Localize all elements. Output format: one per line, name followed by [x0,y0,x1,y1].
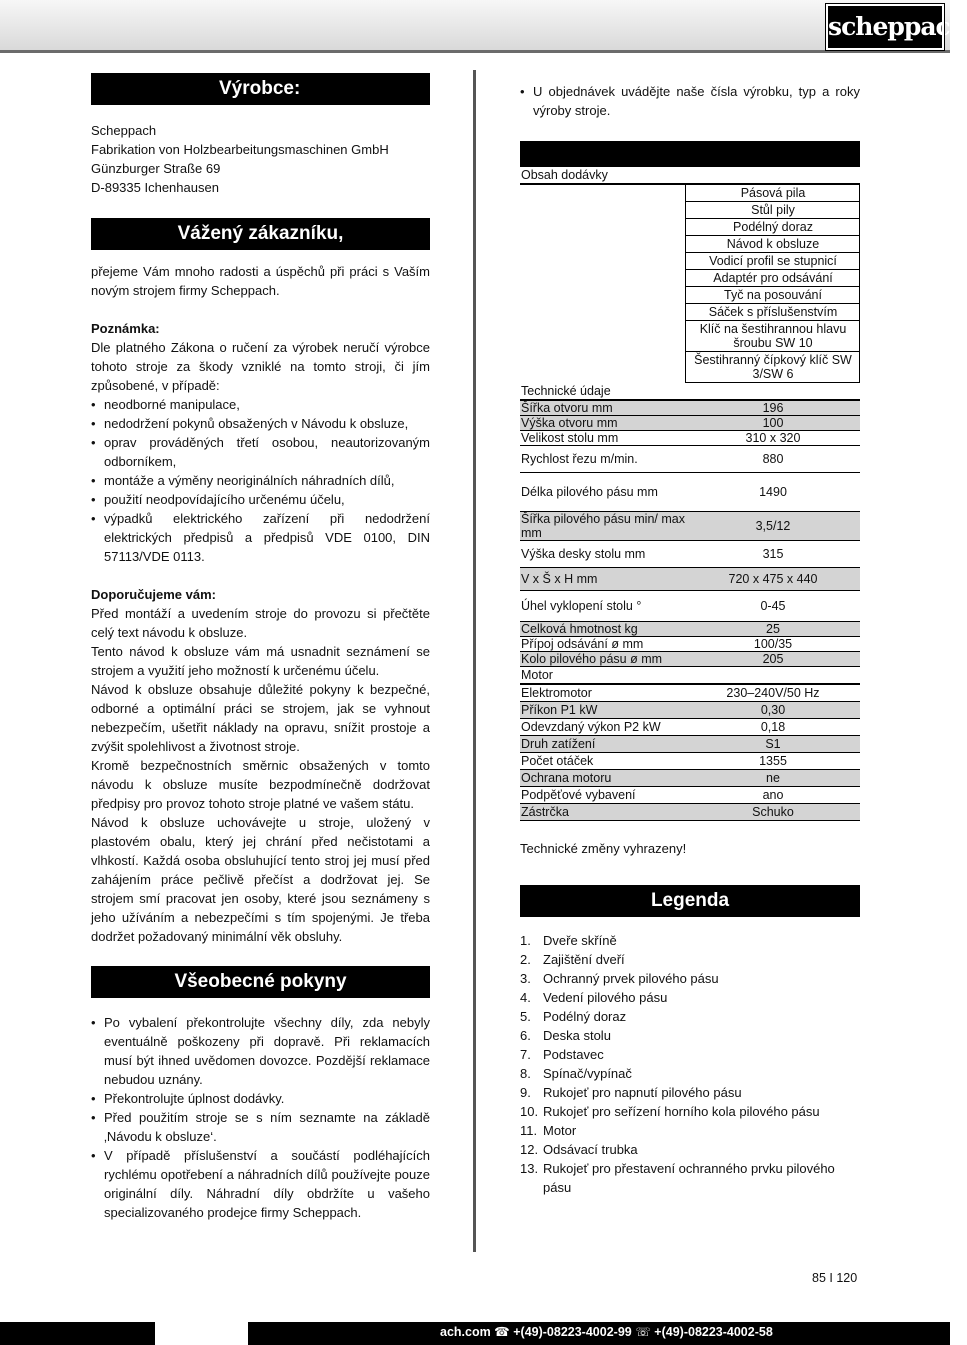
motor-rows [520,684,860,821]
spec-table [520,141,860,821]
tech-row [520,473,860,512]
tech-row [520,637,860,652]
legend-number: 1. [520,933,531,948]
right-column [520,82,860,1197]
legend-number: 10. [520,1104,539,1119]
delivery-empty-cell [520,287,686,304]
legend-number: 5. [520,1009,531,1024]
tech-row [520,568,860,591]
legend-text: Podstavec [543,1047,604,1062]
tech-value: 25 [686,622,860,637]
legend-text: Zajištění dveří [543,952,625,967]
recommend-paragraph: Před montáží a uvedením stroje do provozu si přečtěte celý text návodu k obsluze. [91,606,430,640]
list-item: • montáže a výměny neoriginálních náhradních dílů, [91,471,430,490]
delivery-item: Sáček s příslušenstvím [686,304,860,321]
tech-row [520,622,860,637]
legend-text: Vedení pilového pásu [543,990,668,1005]
list-item: • Překontrolujte úplnost dodávky. [91,1089,430,1108]
manufacturer-heading: Výrobce: [91,73,430,105]
delivery-row [520,184,860,202]
legend-item [520,969,860,988]
tech-label: Šířka otvoru mm [520,400,686,416]
delivery-row [520,219,860,236]
footer-white-block [155,1322,248,1345]
list-item: • Po vybalení překontrolujte všechny díly, zda nebyly eventuálně poškozeny při dopravě. Při reklamacích musí být ihned uvědomen dovozce. Pozdější reklamace nebudou uznány. [91,1013,430,1089]
scheppach-logo: scheppach [826,4,944,50]
legend-number: 11. [520,1123,538,1138]
tech-row [520,591,860,622]
legend-item [520,1121,860,1140]
legend-text: Spínač/vypínač [543,1066,632,1081]
page-number: 85 I 120 [812,1271,858,1285]
delivery-item: Pásová pila [686,184,860,202]
left-column [91,73,430,1222]
delivery-item: Tyč na posouvání [686,287,860,304]
motor-row [520,684,860,702]
motor-label: Druh zatížení [520,736,686,753]
delivery-item: Šestihranný čípkový klíč SW 3/SW 6 [686,352,860,383]
legend-text: Deska stolu [543,1028,611,1043]
motor-row [520,702,860,719]
legend-item [520,950,860,969]
tech-value: 315 [686,541,860,568]
general-list [91,1013,430,1222]
delivery-row [520,287,860,304]
tech-rows [520,400,860,667]
list-item: • použití neodpovídajícího určenému účelu, [91,490,430,509]
delivery-empty-cell [520,321,686,352]
delivery-item: Klíč na šestihrannou hlavu šroubu SW 10 [686,321,860,352]
motor-value: ne [686,770,860,787]
legend-number: 6. [520,1028,531,1043]
delivery-empty-cell [520,304,686,321]
footer-contact: ach.com ☎ +(49)-08223-4002-99 ☏ +(49)-08223-4002-58 [440,1325,773,1339]
legend-number: 9. [520,1085,531,1100]
motor-label: Počet otáček [520,753,686,770]
manufacturer-address [91,121,430,197]
legend-text: Ochranný prvek pilového pásu [543,971,719,986]
motor-value: Schuko [686,804,860,821]
spec-table-header [520,141,860,167]
tech-label: Výška desky stolu mm [520,541,686,568]
tech-value: 1490 [686,473,860,512]
legend-item [520,1007,860,1026]
delivery-empty-cell [520,253,686,270]
legend-text: Rukojeť pro napnutí pilového pásu [543,1085,742,1100]
tech-row [520,416,860,431]
delivery-row [520,236,860,253]
tech-value: 880 [686,446,860,473]
recommend-title: Doporučujeme vám: [91,587,216,602]
tech-label: Kolo pilového pásu ø mm [520,652,686,667]
tech-label: Velikost stolu mm [520,431,686,446]
legend-item [520,1102,860,1121]
delivery-empty-cell [520,270,686,287]
delivery-item: Podélný doraz [686,219,860,236]
tech-row [520,652,860,667]
delivery-item: Adaptér pro odsávání [686,270,860,287]
delivery-row [520,202,860,219]
delivery-item: Návod k obsluze [686,236,860,253]
footer-bar [0,1322,950,1345]
tech-row [520,541,860,568]
legend-item [520,1159,860,1197]
legend-text: Rukojeť pro přestavení ochranného prvku pilového pásu [543,1161,835,1195]
motor-label: Elektromotor [520,684,686,702]
recommend-paragraph: Tento návod k obsluze vám má usnadnit seznámení se strojem a využití jeho možností k určenému účelu. [91,644,430,678]
list-item: • oprav prováděných třetí osobou, neautorizovaným odborníkem, [91,433,430,471]
address-line: Fabrikation von Holzbearbeitungsmaschinen GmbH [91,142,389,157]
recommend-paragraph: Návod k obsluze uchovávejte u stroje, uložený v plastovém obalu, který jej chrání před nečistotami a vlhkostí. Každá osoba obsluhující tento stroj jej musí před zahájením práce pečlivě přečíst a dodržovat jej. Se strojem smí pracovat jen osoby, které jsou seznámeny s jeho užíváním a nebezpečími s tím spojenými. Je třeba dodržet požadovaný minimální věk obsluhy. [91,815,430,944]
motor-value: 1355 [686,753,860,770]
legend-number: 2. [520,952,531,967]
legend-number: 7. [520,1047,531,1062]
column-divider [473,70,476,1252]
motor-value: 0,30 [686,702,860,719]
tech-value: 3,5/12 [686,512,860,541]
tech-value: 196 [686,400,860,416]
tech-row [520,512,860,541]
tech-value: 0-45 [686,591,860,622]
spec-section-label: Motor [520,667,860,685]
legend-item [520,1064,860,1083]
legend-item [520,931,860,950]
order-list [520,82,860,120]
header-bar [0,0,967,53]
list-item: • U objednávek uvádějte naše čísla výrobku, typ a roky výroby stroje. [520,82,860,120]
motor-label: Zástrčka [520,804,686,821]
legend-text: Podélný doraz [543,1009,627,1024]
customer-heading: Vážený zákazníku, [91,218,430,250]
motor-row [520,719,860,736]
motor-label: Odevzdaný výkon P2 kW [520,719,686,736]
tech-label: Rychlost řezu m/min. [520,446,686,473]
list-item: • V případě příslušenství a součástí podléhajících rychlému opotřebení a náhradních dílů používejte pouze originální díly. Náhradní díly obdržíte u vašeho specializovaného prodejce firmy Scheppach. [91,1146,430,1222]
recommend-paragraph: Návod k obsluze obsahuje důležité pokyny k bezpečné, odborné a optimální práci se strojem, jak se vyhnout nebezpečím, ušetřit náklady na opravu, snížit prostoje a zvýšit spolehlivost a životnost stroje. [91,682,430,754]
tech-value: 310 x 320 [686,431,860,446]
delivery-empty-cell [520,184,686,202]
note-text: Dle platného Zákona o ručení za výrobek neručí výrobce tohoto stroje za škody vzniklé na tomto stroji, či jím způsobené, v případě: [91,340,430,393]
motor-value: 230–240V/50 Hz [686,684,860,702]
delivery-item: Stůl pily [686,202,860,219]
tech-label: Šířka pilového pásu min/ max mm [521,512,685,540]
delivery-empty-cell [520,202,686,219]
spec-section-label: Technické údaje [520,383,860,401]
recommend-paragraph: Kromě bezpečnostních směrnic obsažených v tomto návodu k obsluze musíte bezpodmínečně dodržovat předpisy pro provoz tohoto stroje platné ve vašem státu. [91,758,430,811]
legend-text: Odsávací trubka [543,1142,638,1157]
legend-text: Rukojeť pro seřízení horního kola pilového pásu [543,1104,820,1119]
motor-value: S1 [686,736,860,753]
list-item: • Před použitím stroje se s ním seznamte na základě ‚Návodu k obsluze‘. [91,1108,430,1146]
delivery-row [520,352,860,383]
spec-section-label: Obsah dodávky [520,167,860,184]
tech-value: 100 [686,416,860,431]
tech-value: 205 [686,652,860,667]
list-item: • nedodržení pokynů obsažených v Návodu k obsluze, [91,414,430,433]
delivery-rows [520,184,860,383]
note-list [91,395,430,566]
delivery-item: Vodicí profil se stupnicí [686,253,860,270]
general-heading: Všeobecné pokyny [91,966,430,998]
tech-row [520,431,860,446]
motor-row [520,804,860,821]
tech-value: 720 x 475 x 440 [686,568,860,591]
tech-label: Výška otvoru mm [520,416,686,431]
tech-label: Úhel vyklopení stolu ° [520,591,686,622]
tech-label: Celková hmotnost kg [520,622,686,637]
list-item: • neodborné manipulace, [91,395,430,414]
motor-label: Podpěťové vybavení [520,787,686,804]
note-title: Poznámka: [91,321,160,336]
legend-item [520,1083,860,1102]
delivery-empty-cell [520,236,686,253]
legend-item [520,988,860,1007]
motor-row [520,787,860,804]
tech-label: Délka pilového pásu mm [520,473,686,512]
tech-label: Přípoj odsávání ø mm [520,637,686,652]
legend-number: 12. [520,1142,539,1157]
legend-heading: Legenda [520,885,860,917]
address-line: Günzburger Straße 69 [91,161,221,176]
list-item: • výpadků elektrického zařízení při nedodržení elektrických předpisů a předpisů VDE 0100, DIN 57113/VDE 0113. [91,509,430,566]
delivery-empty-cell [520,352,686,383]
legend-text: Motor [543,1123,577,1138]
legend-item [520,1045,860,1064]
legend-item [520,1140,860,1159]
delivery-empty-cell [520,219,686,236]
delivery-row [520,304,860,321]
legend-number: 13. [520,1161,539,1176]
legend-text: Dveře skříně [543,933,617,948]
legend-number: 8. [520,1066,531,1081]
tech-label: V x Š x H mm [520,568,686,591]
delivery-row [520,253,860,270]
motor-row [520,753,860,770]
motor-label: Příkon P1 kW [520,702,686,719]
address-line: Scheppach [91,123,157,138]
tech-value: 100/35 [686,637,860,652]
delivery-row [520,270,860,287]
legend-number: 4. [520,990,531,1005]
motor-value: 0,18 [686,719,860,736]
address-line: D-89335 Ichenhausen [91,180,219,195]
tech-row [520,446,860,473]
motor-value: ano [686,787,860,804]
tech-row [520,400,860,416]
delivery-row [520,321,860,352]
legend-number: 3. [520,971,531,986]
motor-label: Ochrana motoru [520,770,686,787]
customer-text: přejeme Vám mnoho radosti a úspěchů při práci s Vaším novým strojem firmy Scheppach. [91,264,430,298]
legend-item [520,1026,860,1045]
motor-row [520,736,860,753]
tech-changes-note: Technické změny vyhrazeny! [520,841,687,856]
motor-row [520,770,860,787]
legend-list [520,931,860,1197]
